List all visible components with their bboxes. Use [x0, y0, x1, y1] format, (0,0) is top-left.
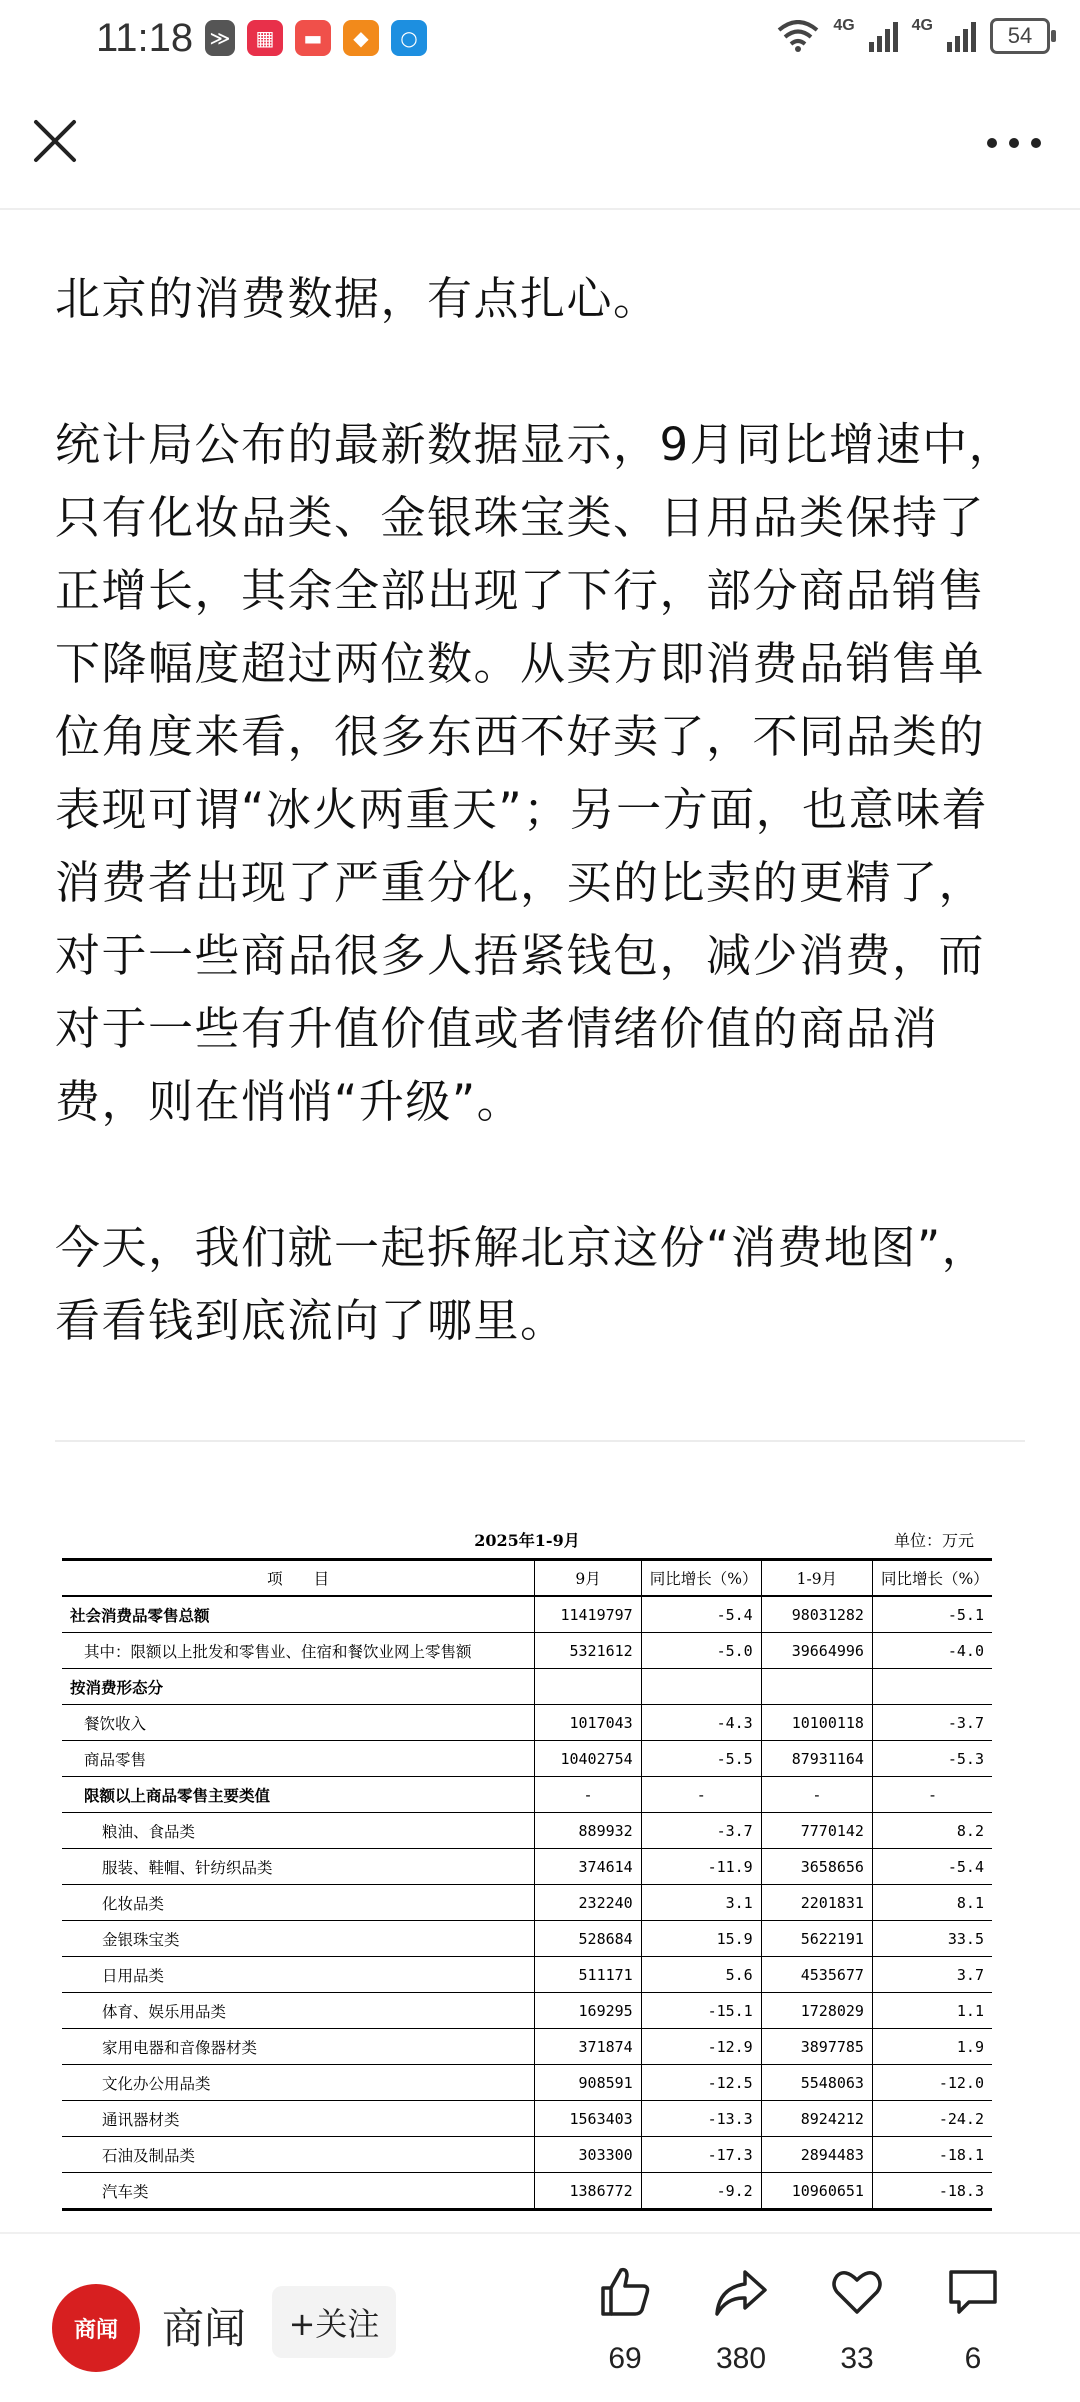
app-notification-icon: ▬ [295, 20, 331, 56]
table-cell: -17.3 [641, 2137, 761, 2173]
article-body [55, 262, 1025, 1357]
network-type-2: 4G [911, 17, 933, 34]
table-row [62, 2029, 992, 2065]
table-cell: 1728029 [761, 1993, 872, 2029]
table-cell: 374614 [535, 1849, 641, 1885]
table-cell: 303300 [535, 2137, 641, 2173]
table-row [62, 1669, 992, 1705]
table-cell: 5321612 [535, 1633, 641, 1669]
table-row [62, 1849, 992, 1885]
table-row [62, 1957, 992, 1993]
table-cell: 3.7 [872, 1957, 992, 1993]
table-row [62, 1993, 992, 2029]
table-header: 项 目 [62, 1560, 535, 1597]
table-row-label: 家用电器和音像器材类 [62, 2029, 535, 2065]
table-row [62, 2101, 992, 2137]
table-cell: -13.3 [641, 2101, 761, 2137]
table-cell: -5.3 [872, 1741, 992, 1777]
app-header [0, 78, 1080, 210]
statistics-table [62, 1558, 992, 2211]
signal-icon [869, 20, 898, 52]
table-cell: -3.7 [872, 1705, 992, 1741]
table-cell: 11419797 [535, 1596, 641, 1633]
table-row-label: 日用品类 [62, 1957, 535, 1993]
table-cell: 10100118 [761, 1705, 872, 1741]
table-cell: 1017043 [535, 1705, 641, 1741]
table-row-label: 金银珠宝类 [62, 1921, 535, 1957]
status-app-icons [205, 20, 427, 56]
table-cell: 15.9 [641, 1921, 761, 1957]
table-row [62, 1921, 992, 1957]
author-name[interactable]: 商闻 [162, 2304, 247, 2353]
table-cell: 169295 [535, 1993, 641, 2029]
app-notification-icon: ◆ [343, 20, 379, 56]
table-row [62, 2065, 992, 2101]
table-row-label: 限额以上商品零售主要类值 [62, 1777, 535, 1813]
wifi-icon [777, 20, 819, 52]
table-header-row [62, 1560, 992, 1597]
table-cell: 8.1 [872, 1885, 992, 1921]
table-unit: 单位：万元 [893, 1531, 974, 1550]
table-cell: 3897785 [761, 2029, 872, 2065]
table-cell [872, 1669, 992, 1705]
table-cell: 10402754 [535, 1741, 641, 1777]
table-cell: 7770142 [761, 1813, 872, 1849]
table-cell: 98031282 [761, 1596, 872, 1633]
table-row-label: 商品零售 [62, 1741, 535, 1777]
comment-count: 6 [964, 2342, 982, 2375]
table-cell [535, 1669, 641, 1705]
bottom-action-bar [0, 2232, 1080, 2402]
status-indicators [777, 18, 1050, 54]
network-type-1: 4G [833, 17, 855, 34]
article-paragraph: 统计局公布的最新数据显示，9月同比增速中，只有化妆品类、金银珠宝类、日用品类保持了正增长，其余全部出现了下行，部分商品销售下降幅度超过两位数。从卖方即消费品销售单位角度来看，很多东西不好卖了，不同品类的表现可谓“冰火两重天”；另一方面，也意味着消费者出现了严重分化，买的比卖的更精了，对于一些商品很多人捂紧钱包，减少消费，而对于一些有升值价值或者情绪价值的商品消费，则在悄悄“升级”。 [55, 418, 1016, 1128]
table-row-label: 体育、娱乐用品类 [62, 1993, 535, 2029]
table-cell: -5.1 [872, 1596, 992, 1633]
table-cell: - [872, 1777, 992, 1813]
table-header: 1-9月 [761, 1560, 872, 1597]
table-cell: -9.2 [641, 2173, 761, 2210]
table-cell: 371874 [535, 2029, 641, 2065]
table-cell: -15.1 [641, 1993, 761, 2029]
table-row-label: 文化办公用品类 [62, 2065, 535, 2101]
author-avatar[interactable]: 商闻 [52, 2284, 140, 2372]
table-row [62, 1777, 992, 1813]
table-cell: 908591 [535, 2065, 641, 2101]
more-icon[interactable] [984, 128, 1044, 158]
table-cell: -12.9 [641, 2029, 761, 2065]
table-row [62, 1596, 992, 1633]
table-cell: -12.0 [872, 2065, 992, 2101]
table-cell: - [535, 1777, 641, 1813]
table-cell: -5.0 [641, 1633, 761, 1669]
table-cell: 39664996 [761, 1633, 872, 1669]
table-cell: -18.1 [872, 2137, 992, 2173]
divider [55, 1440, 1025, 1442]
table-cell: 1563403 [535, 2101, 641, 2137]
table-cell: -4.3 [641, 1705, 761, 1741]
table-cell: 889932 [535, 1813, 641, 1849]
table-cell: -5.4 [641, 1596, 761, 1633]
share-icon [713, 2264, 769, 2320]
table-row-label: 石油及制品类 [62, 2137, 535, 2173]
thumbs-up-icon [597, 2264, 653, 2320]
table-cell: 528684 [535, 1921, 641, 1957]
table-cell: -5.5 [641, 1741, 761, 1777]
like-count: 69 [608, 2342, 642, 2375]
favorite-count: 33 [840, 2342, 874, 2375]
battery-icon: 54 [990, 18, 1050, 54]
table-row-label: 通讯器材类 [62, 2101, 535, 2137]
article-paragraph: 北京的消费数据，有点扎心。 [55, 272, 660, 325]
heart-icon [829, 2264, 885, 2320]
table-cell: -5.4 [872, 1849, 992, 1885]
table-row-label: 汽车类 [62, 2173, 535, 2210]
app-notification-icon: ≫ [205, 20, 235, 56]
app-notification-icon: ○ [391, 20, 427, 56]
table-cell: 8924212 [761, 2101, 872, 2137]
comment-button[interactable] [928, 2264, 1018, 2376]
table-cell: -11.9 [641, 1849, 761, 1885]
table-cell: 3.1 [641, 1885, 761, 1921]
table-cell: 5548063 [761, 2065, 872, 2101]
table-row-label: 餐饮收入 [62, 1705, 535, 1741]
table-row [62, 1633, 992, 1669]
table-cell: 1.1 [872, 1993, 992, 2029]
status-bar [0, 0, 1080, 78]
table-row-label: 粮油、食品类 [62, 1813, 535, 1849]
table-row-label: 其中：限额以上批发和零售业、住宿和餐饮业网上零售额 [62, 1633, 535, 1669]
table-row-label: 社会消费品零售总额 [62, 1596, 535, 1633]
table-cell [641, 1669, 761, 1705]
table-cell: -24.2 [872, 2101, 992, 2137]
follow-button[interactable]: +关注 [272, 2286, 396, 2358]
table-cell: 8.2 [872, 1813, 992, 1849]
table-row [62, 1741, 992, 1777]
table-cell [761, 1669, 872, 1705]
table-cell: 33.5 [872, 1921, 992, 1957]
table-cell: -12.5 [641, 2065, 761, 2101]
table-row-label: 按消费形态分 [62, 1669, 535, 1705]
table-row [62, 1705, 992, 1741]
article-paragraph: 今天，我们就一起拆解北京这份“消费地图”，看看钱到底流向了哪里。 [55, 1221, 989, 1347]
table-cell: 2201831 [761, 1885, 872, 1921]
table-cell: 4535677 [761, 1957, 872, 1993]
table-cell: 5.6 [641, 1957, 761, 1993]
share-button[interactable] [696, 2264, 786, 2376]
table-cell: 10960651 [761, 2173, 872, 2210]
table-period: 2025年1-9月 [474, 1531, 580, 1550]
table-cell: 3658656 [761, 1849, 872, 1885]
table-cell: 511171 [535, 1957, 641, 1993]
table-row [62, 1813, 992, 1849]
table-cell: -3.7 [641, 1813, 761, 1849]
table-cell: - [641, 1777, 761, 1813]
table-cell: -4.0 [872, 1633, 992, 1669]
table-cell: -18.3 [872, 2173, 992, 2210]
comment-icon [945, 2264, 1001, 2320]
table-row [62, 1885, 992, 1921]
favorite-button[interactable] [812, 2264, 902, 2376]
table-cell: 1386772 [535, 2173, 641, 2210]
table-header: 9月 [535, 1560, 641, 1597]
table-row [62, 2137, 992, 2173]
table-cell: 2894483 [761, 2137, 872, 2173]
table-cell: 5622191 [761, 1921, 872, 1957]
app-notification-icon: ▦ [247, 20, 283, 56]
table-cell: - [761, 1777, 872, 1813]
table-cell: 1.9 [872, 2029, 992, 2065]
table-row-label: 服装、鞋帽、针纺织品类 [62, 1849, 535, 1885]
table-header: 同比增长（%） [641, 1560, 761, 1597]
table-row [62, 2173, 992, 2210]
table-row-label: 化妆品类 [62, 1885, 535, 1921]
table-header: 同比增长（%） [872, 1560, 992, 1597]
share-count: 380 [715, 2342, 767, 2375]
statistics-table-image [62, 1528, 992, 2211]
status-time: 11:18 [96, 16, 194, 60]
table-cell: 87931164 [761, 1741, 872, 1777]
table-cell: 232240 [535, 1885, 641, 1921]
close-icon[interactable] [30, 116, 80, 166]
like-button[interactable] [580, 2264, 670, 2376]
signal-icon [947, 20, 976, 52]
